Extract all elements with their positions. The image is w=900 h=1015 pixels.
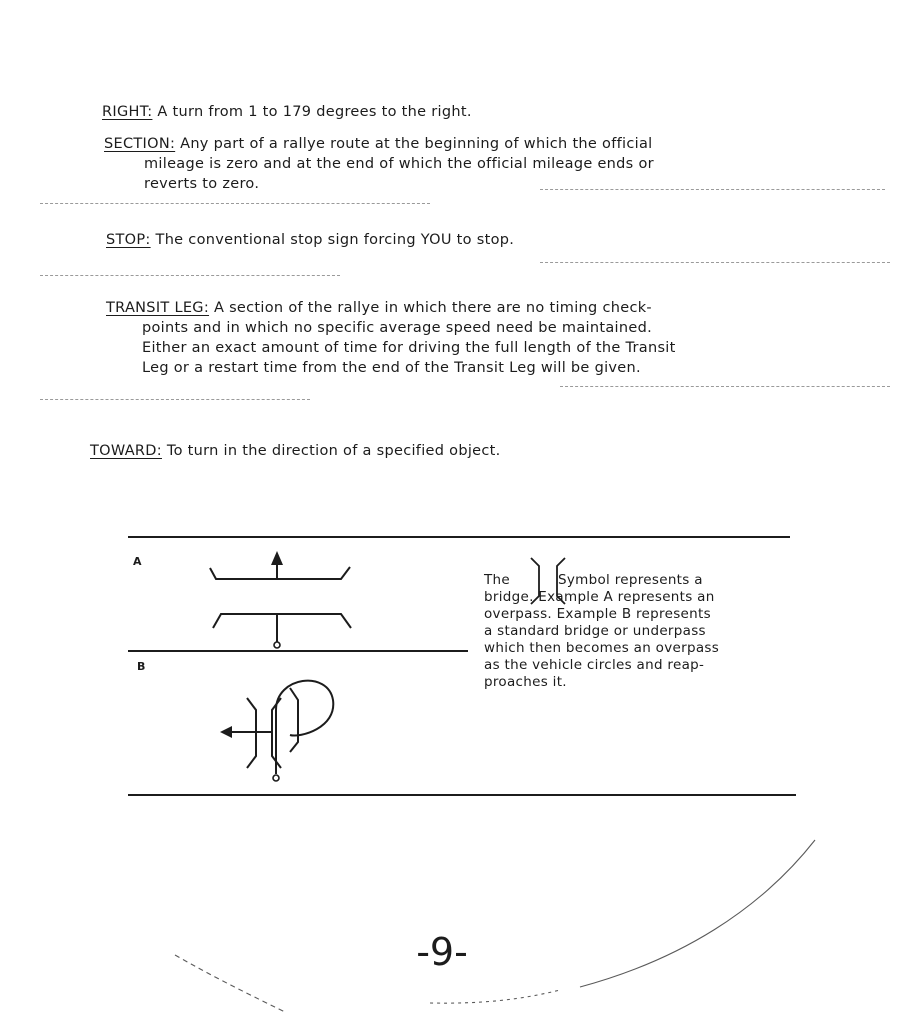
definition-text: reverts to zero. [144,176,260,192]
definition-text: points and in which no specific average speed need be maintained. [142,320,652,336]
figure-caption [484,572,804,691]
caption-text: bridge. Example A represents an [484,589,715,605]
caption-text: overpass. Example B represents [484,606,711,622]
definition-text: Any part of a rallye route at the beginning of which the official [180,136,653,152]
definition-text: Leg or a restart time from the end of the Transit Leg will be given. [142,360,641,376]
example-b-loop-diagram [220,681,333,781]
definition-text: mileage is zero and at the end of which the official mileage ends or [144,156,654,172]
term: RIGHT: [102,104,153,120]
page-number: -9- [416,930,468,974]
caption-text: proaches it. [484,674,567,690]
definition-text: A section of the rallye in which there are no timing check- [213,300,652,316]
figure-label-a: A [133,555,142,568]
scan-artifact-arcs [175,840,815,1012]
term: SECTION: [104,136,176,152]
caption-text: which then becomes an overpass [484,640,720,656]
definition-text: A turn from 1 to 179 degrees to the right. [157,104,472,120]
caption-text: a standard bridge or underpass [484,623,706,639]
definition-text: The conventional stop sign forcing YOU to stop. [155,232,515,248]
figure-label-b: B [137,660,146,673]
term: STOP: [106,232,151,248]
caption-text: The [484,572,511,588]
term: TOWARD: [90,443,162,459]
definition-text: Either an exact amount of time for driving the full length of the Transit [142,340,676,356]
caption-text: as the vehicle circles and reap- [484,657,705,673]
definition-text: To turn in the direction of a specified object. [166,443,501,459]
term: TRANSIT LEG: [106,300,210,316]
example-a-overpass-diagram [210,551,351,648]
caption-text: Symbol represents a [558,572,703,588]
